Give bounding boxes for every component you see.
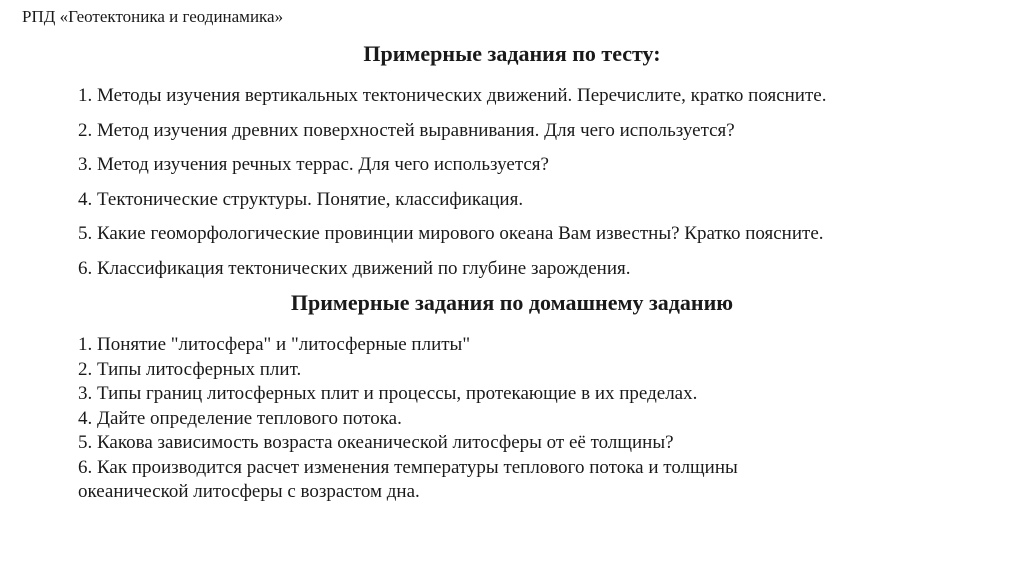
homework-task-item: 4. Дайте определение теплового потока. bbox=[78, 407, 402, 429]
test-question-item: 3. Метод изучения речных террас. Для чего используется? bbox=[78, 154, 549, 175]
test-question-item: 6. Классификация тектонических движений по глубине зарождения. bbox=[78, 257, 631, 279]
homework-task-item: 6. Как производится расчет изменения температуры теплового потока и толщины bbox=[78, 456, 738, 478]
test-question-item: 5. Какие геоморфологические провинции мирового океана Вам известны? Кратко поясните. bbox=[78, 223, 824, 244]
homework-section-title: Примерные задания по домашнему заданию bbox=[290, 290, 734, 315]
test-question-item: 1. Методы изучения вертикальных тектонических движений. Перечислите, кратко поясните. bbox=[78, 85, 827, 106]
test-question-list bbox=[78, 84, 826, 291]
document-header: РПД «Геотектоника и геодинамика» bbox=[22, 7, 284, 26]
homework-task-item-continuation: океанической литосферы с возрастом дна. bbox=[78, 481, 420, 502]
test-section-title: Примерные задания по тесту: bbox=[363, 41, 661, 66]
homework-task-item: 2. Типы литосферных плит. bbox=[78, 358, 302, 380]
test-question-item: 2. Метод изучения древних поверхностей выравнивания. Для чего используется? bbox=[78, 119, 735, 141]
homework-task-item: 1. Понятие "литосфера" и "литосферные плиты" bbox=[78, 334, 471, 355]
homework-task-list bbox=[78, 333, 738, 505]
test-question-item: 4. Тектонические структуры. Понятие, классификация. bbox=[78, 188, 524, 210]
homework-task-item: 5. Какова зависимость возраста океанической литосферы от её толщины? bbox=[78, 432, 674, 453]
homework-task-item: 3. Типы границ литосферных плит и процессы, протекающие в их пределах. bbox=[78, 383, 698, 404]
